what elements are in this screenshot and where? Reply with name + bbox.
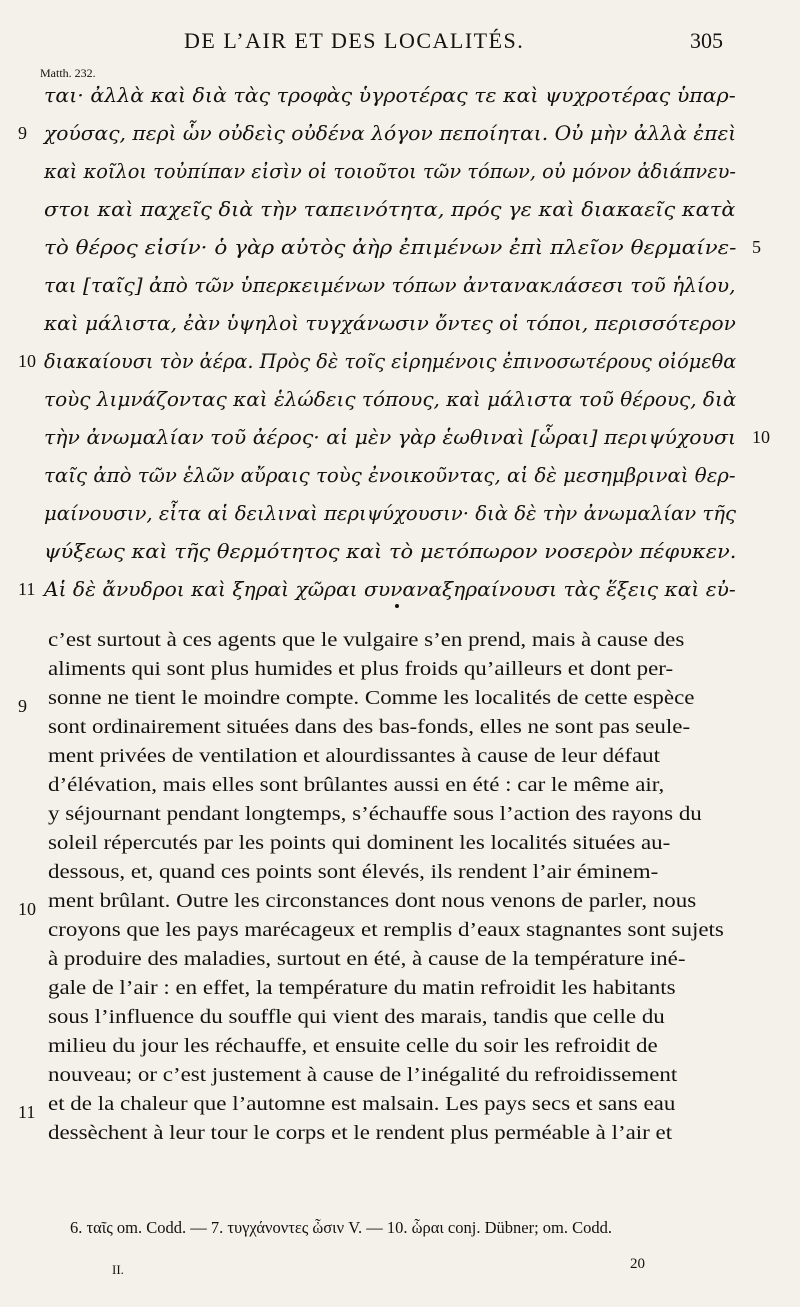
french-line: aliments qui sont plus humides et plus froids qu’ailleurs et dont per- [48,658,674,680]
french-line: y séjournant pendant longtemps, s’échauffe sous l’action des rayons du [48,803,702,825]
line-number: 10 [752,427,770,447]
greek-line: Αἱ δὲ ἄνυδροι καὶ ξηραὶ χῶραι συναναξηραίνουσι τὰς ἕξεις καὶ εὐ- [44,577,736,601]
section-number: 10 [18,351,36,371]
french-line: ment privées de ventilation et alourdissantes à cause de leur défaut [48,745,661,767]
greek-line: διακαίουσι τὸν ἀέρα. Πρὸς δὲ τοῖς εἰρημένοις ἐπινοσωτέρους οἰόμεθα [44,349,737,373]
line-number: 5 [752,237,761,257]
greek-line: ψύξεως καὶ τῆς θερμότητος καὶ τὸ μετόπωρον νοσερὸν πέφυκεν. [44,539,737,563]
french-line: c’est surtout à ces agents que le vulgaire s’en prend, mais à cause des [48,629,685,651]
volume-signature: II. [112,1262,124,1277]
greek-line: μαίνουσιν, εἶτα αἱ δειλιναὶ περιψύχουσιν· διὰ δὲ τὴν ἀνωμαλίαν τῆς [44,501,737,525]
french-line: soleil répercutés par les points qui dominent les localités situées au- [48,832,671,854]
greek-line: ται· ἀλλὰ καὶ διὰ τὰς τροφὰς ὑγροτέρας τε καὶ ψυχροτέρας ὑπαρ- [44,83,736,107]
french-line: et de la chaleur que l’automne est malsain. Les pays secs et sans eau [48,1093,676,1115]
french-line: sont ordinairement situées dans des bas-fonds, elles ne sont pas seule- [48,716,691,738]
greek-line: καὶ κοῖλοι τοὐπίπαν εἰσὶν οἱ τοιοῦτοι τῶν τόπων, οὐ μόνον ἀδιάπνευ- [44,159,736,183]
section-number: 10 [18,899,36,919]
french-line: milieu du jour les réchauffe, et ensuite celle du soir les refroidit de [48,1035,658,1057]
french-line: ment brûlant. Outre les circonstances dont nous venons de parler, nous [48,890,697,912]
greek-line: τοὺς λιμνάζοντας καὶ ἑλώδεις τόπους, καὶ μάλιστα τοῦ θέρους, διὰ [44,387,737,411]
critical-apparatus-footnote: 6. ταῖς om. Codd. — 7. τυγχάνοντες ὦσιν V. — 10. ὧραι conj. Dübner; om. Codd. [70,1218,612,1237]
french-line: dessous, et, quand ces points sont élevés, ils rendent l’air éminem- [48,861,659,883]
running-title: DE L’AIR ET DES LOCALITÉS. [184,28,525,53]
french-line: nouveau; or c’est justement à cause de l’inégalité du refroidissement [48,1064,678,1086]
french-line: sonne ne tient le moindre compte. Comme les localités de cette espèce [48,687,695,709]
page-number: 305 [690,28,723,53]
greek-line: ταῖς ἀπὸ τῶν ἑλῶν αὔραις τοὺς ἐνοικοῦντας, αἱ δὲ μεσημβριναὶ θερ- [44,463,736,487]
french-line: à produire des maladies, surtout en été, à cause de la température iné- [48,948,686,970]
greek-line: καὶ μάλιστα, ἐὰν ὑψηλοὶ τυγχάνωσιν ὄντες οἱ τόποι, περισσότερον [44,311,736,335]
section-number: 11 [18,579,36,599]
greek-line: τὴν ἀνωμαλίαν τοῦ ἀέρος· αἱ μὲν γὰρ ἑωθιναὶ [ὧραι] περιψύχουσι [44,425,737,449]
greek-line: στοι καὶ παχεῖς διὰ τὴν ταπεινότητα, πρός γε καὶ διακαεῖς κατὰ [44,197,736,221]
french-line: d’élévation, mais elles sont brûlantes aussi en été : car le même air, [48,774,665,796]
greek-line: χούσας, περὶ ὧν οὐδεὶς οὐδένα λόγον πεποίηται. Οὐ μὴν ἀλλὰ ἐπεὶ [44,121,737,145]
section-number: 11 [18,1102,36,1122]
section-number: 9 [18,123,27,143]
edition-reference: Matth. 232. [40,66,96,80]
french-line: gale de l’air : en effet, la température du matin refroidit les habitants [48,977,676,999]
french-line: dessèchent à leur tour le corps et le rendent plus perméable à l’air et [48,1122,673,1144]
separator-dot [395,604,399,608]
greek-line: ται [ταῖς] ἀπὸ τῶν ὑπερκειμένων τόπων ἀνταναклάσεσι τοῦ ἡλίου, [44,273,736,297]
running-header [0,28,800,62]
gathering-signature: 20 [630,1256,645,1272]
french-line: sous l’influence du souffle qui vient des marais, tandis que celle du [48,1006,665,1028]
greek-line: τὸ θέρος εἰσίν· ὁ γὰρ αὐτὸς ἀὴρ ἐπιμένων ἐπὶ πλεῖον θερμαίνε- [44,235,737,259]
section-number: 9 [18,696,27,716]
french-line: croyons que les pays marécageux et remplis d’eaux stagnantes sont sujets [48,919,724,941]
